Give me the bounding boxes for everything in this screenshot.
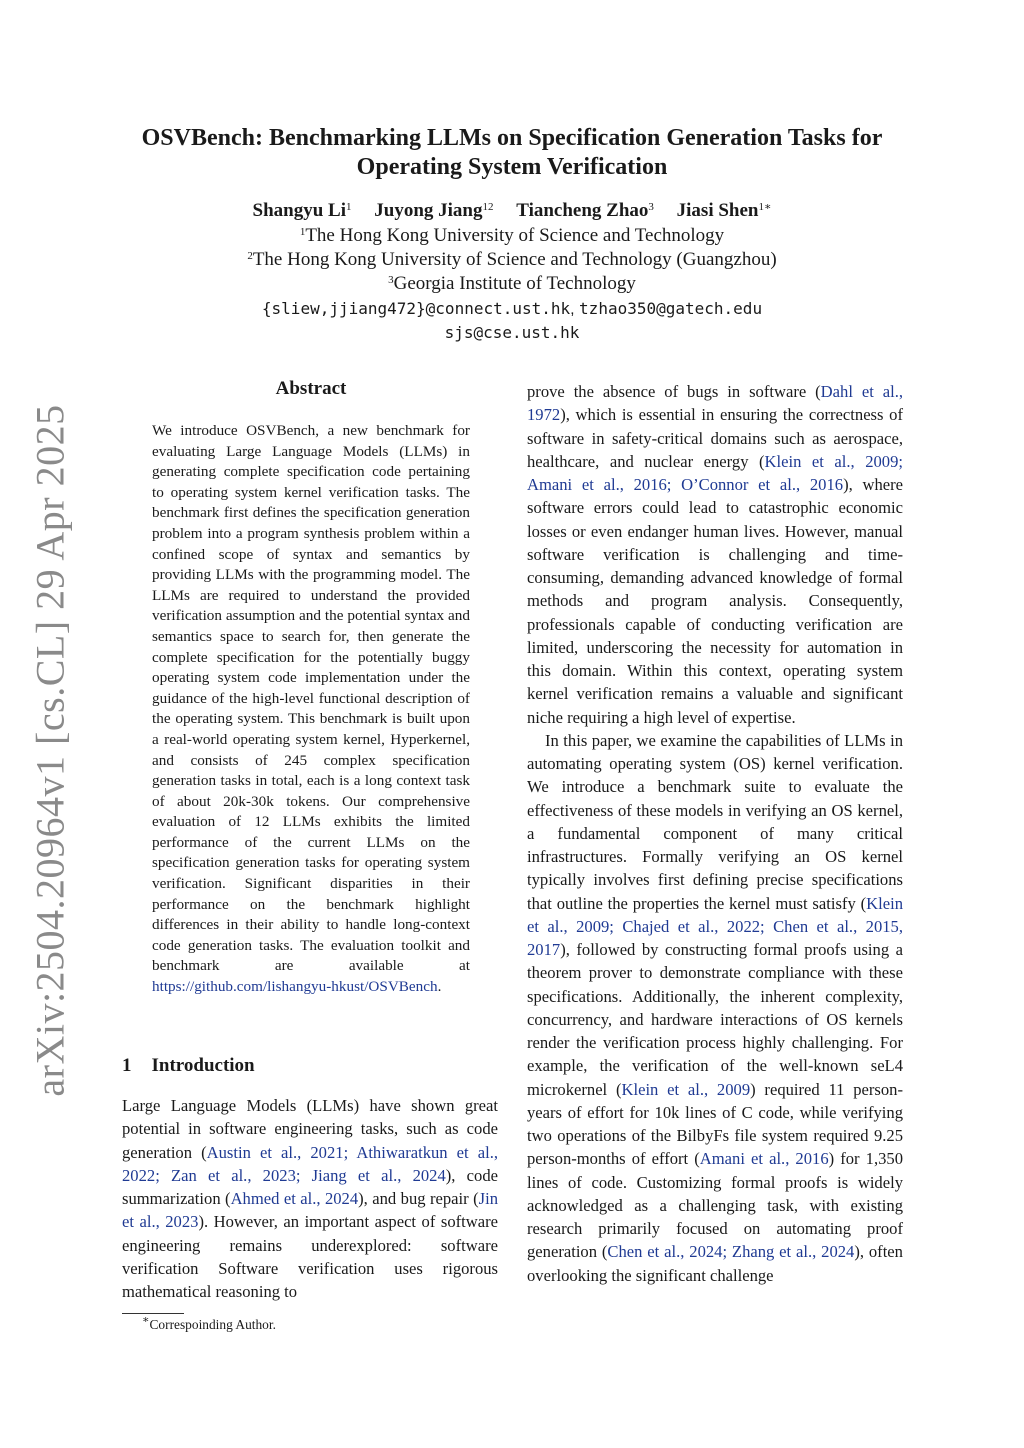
body-text: ) for 1,350 lines of code. Customizing formal proofs is widely acknowledged as a challenging task, with existing research primarily focused on automating proof generation ( [527,1149,903,1262]
citation-link[interactable]: Austin et al., 2021; Athiwaratkun et al., 2022; Zan et al., 2023; Jiang et al., 2024 [122,1142,498,1185]
author-emails: {sliew,jjiang472}@connect.ust.hk, tzhao350@gatech.edu [261,299,763,318]
abstract-body: We introduce OSVBench, a new benchmark for evaluating Large Language Models (LLMs) in generating complete specification code pertaining to operating system kernel verification tasks. The benchmark first defines the specification generation problem into a program synthesis problem within a confined scope of syntax and semantics by providing LLMs with the programming model. The LLMs are required to understand the provided verification assumption and the potential syntax and semantics space to search for, then generate the complete specification for the potentially buggy operating system code implementation under the guidance of the high-level functional description of the operating system. This benchmark is built upon a real-world operating system kernel, Hyperkernel, and consists of 245 complex specification generation tasks in total, each is a long context task of about 20k-30k tokens. Our comprehensive evaluation of 12 LLMs exhibits the limited performance of the current LLMs on the specification generation tasks for operating system verification. Significant disparities in their performance on the benchmark highlight differences in their ability to handle long-context code generation tasks. The evaluation toolkit and benchmark are available at https://github.com/lishangyu-hkust/OSVBench. [152,422,470,996]
author: Shangyu Li$^1$ [252,200,352,221]
footnote-divider [122,1313,184,1314]
citation-link[interactable]: Ahmed et al., 2024 [230,1189,359,1209]
section-heading-introduction: 1 Introduction [122,1055,255,1076]
citation-link[interactable]: Chen et al., 2024; Zhang et al., 2024 [607,1242,855,1262]
body-text: ), followed by constructing formal proofs using a theorem prover to demonstrate compliance with these specifications. Additionally, the inherent complexity, concurrency, and hardware interactions of OS kernels render the verification process highly challenging. For example, the verification of the well-known seL4 microkernel ( [527,940,903,1099]
citation-link[interactable]: Amani et al., 2016 [699,1149,829,1169]
arxiv-identifier [27,403,73,1097]
body-text: ), which is essential in ensuring the correctness of software in safety-critical domains such as aerospace, healthcare, and nuclear energy ( [527,405,903,471]
abstract-heading: Abstract [275,378,347,399]
body-text: prove the absence of bugs in software ( [527,382,821,401]
body-text: ), and bug repair ( [358,1189,479,1209]
citation-link[interactable]: Dahl et al., 1972 [527,382,903,425]
email: sjs@cse.ust.hk [444,323,580,342]
footnote: ∗Correspoinding Author. [142,1314,276,1332]
body-text: ), code summarization ( [122,1165,498,1209]
citation-link[interactable]: Jin et al., 2023 [122,1189,498,1232]
right-column [527,380,903,1287]
body-text: ), often overlooking the significant challenge [527,1242,903,1285]
body-text: ) required 11 person-years of effort for 10k lines of C code, while verifying two operations of the BilbyFs file system required 9.25 person-months of effort ( [527,1079,904,1169]
citation-link[interactable]: Klein et al., 2009 [621,1079,751,1099]
body-text: ), where software errors could lead to catastrophic economic losses or even endanger human lives. However, manual software verification is challenging and time-consuming, demanding advanced knowledge of formal methods and program analysis. Consequently, professionals capable of conducting verification are limited, underscoring the necessity for automation in this domain. Within this context, operating system kernel verification remains a valuable and significant niche requiring a high level of expertise. [527,475,904,727]
email-group: {sliew,jjiang472}@connect.ust.hk [261,299,571,318]
citation-link[interactable]: Klein et al., 2009; Chajed et al., 2022; Chen et al., 2015, 2017 [527,893,903,959]
author: Juyong Jiang$^{12}$ [374,200,494,221]
body-text: ). However, an important aspect of software engineering remains underexplored: software verification Software verification uses rigorous mathematical reasoning to [122,1212,498,1302]
email: tzhao350@gatech.edu [579,299,763,318]
body-text: In this paper, we examine the capabilities of LLMs in automating operating system (OS) kernel verification. We introduce a benchmark suite to evaluate the effectiveness of these models in verifying an OS kernel, a fundamental component of many critical infrastructures. Formally verifying an OS kernel typically involves first defining precise specifications that outline the properties the kernel must satisfy ( [527,730,903,913]
introduction-paragraph [527,380,903,729]
affiliation: $^2$The Hong Kong University of Science and Technology (Guangzhou) [247,249,777,270]
body-text: Large Language Models (LLMs) have shown great potential in software engineering tasks, such as code generation ( [122,1096,498,1162]
author: Jiasi Shen$^{1∗}$ [676,200,772,221]
introduction-paragraph [527,729,903,1287]
paper-title-line-1: OSVBench: Benchmarking LLMs on Specification Generation Tasks for [141,125,883,151]
citation-link[interactable]: Klein et al., 2009; Amani et al., 2016; O’Connor et al., 2016 [527,451,903,494]
author-list [110,198,914,224]
introduction-paragraph [122,1094,498,1304]
arxiv-identifier-text: arXiv:2504.20964v1 [cs.CL] 29 Apr 2025 [27,403,73,1097]
benchmark-repo-link[interactable]: https://github.com/lishangyu-hkust/OSVBench [152,978,438,996]
paper-title-line-2: Operating System Verification [356,154,668,180]
affiliation: $^1$The Hong Kong University of Science and Technology [299,225,725,246]
author-emails [110,321,914,345]
affiliation: $^3$Georgia Institute of Technology [388,273,636,294]
paper-title [110,124,914,182]
author: Tiancheng Zhao$^3$ [516,200,654,221]
